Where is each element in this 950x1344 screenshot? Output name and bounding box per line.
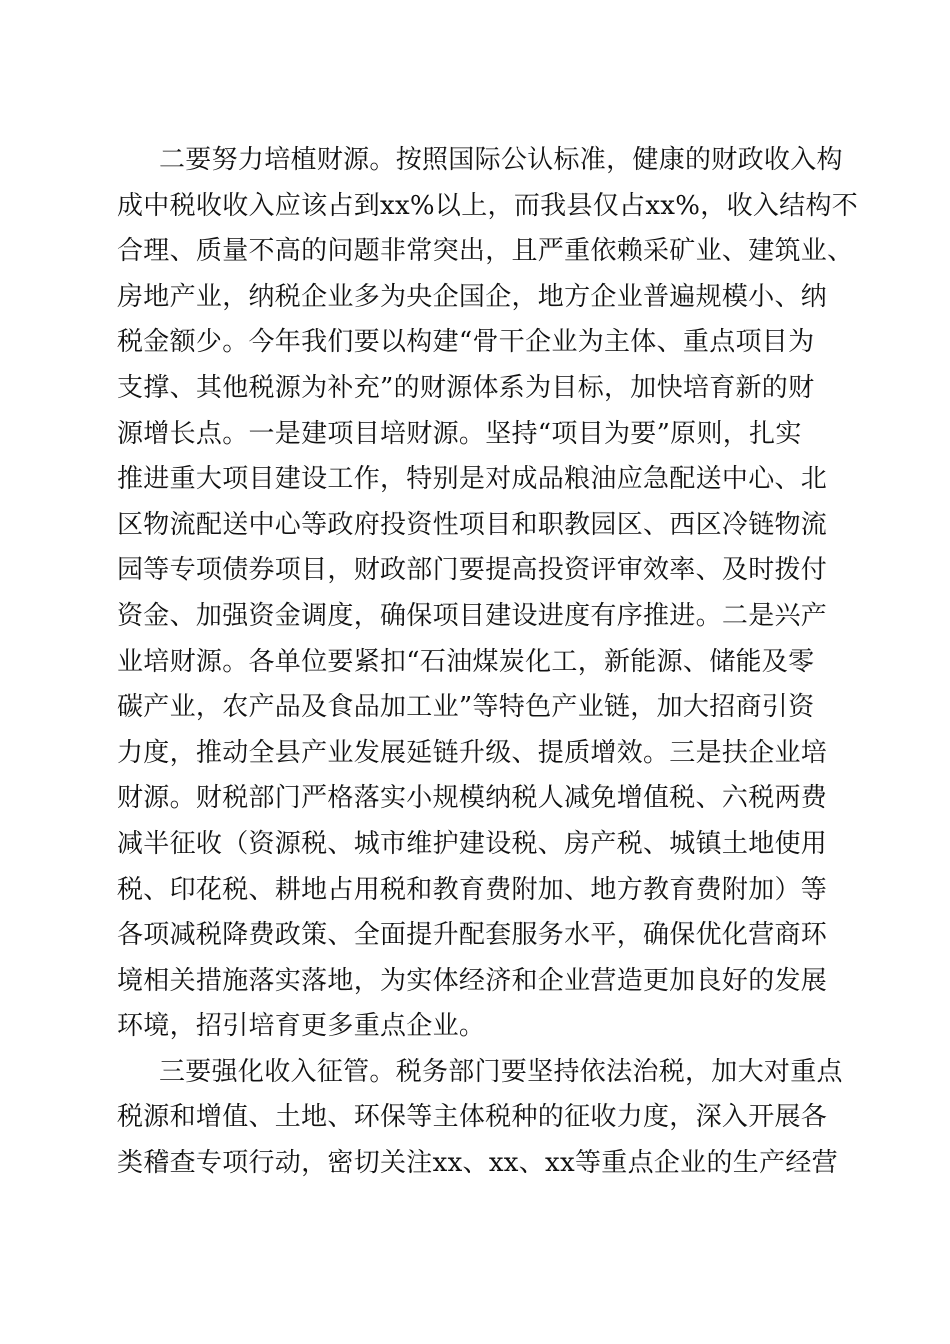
paragraph-2-line-5: 税金额少。今年我们要以构建“骨干企业为主体、重点项目为 [117,327,815,358]
paragraph-2-line-18: 各项减税降费政策、全面提升配套服务水平，确保优化营商环 [117,920,828,951]
paragraph-2-line-3: 合理、质量不高的问题非常突出，且严重依赖采矿业、建筑业、 [117,236,854,267]
paragraph-3-line-2: 税源和增值、土地、环保等主体税种的征收力度，深入开展各 [117,1102,828,1133]
paragraph-2-line-6: 支撑、其他税源为补充”的财源体系为目标，加快培育新的财 [117,372,815,403]
paragraph-2-line-20: 环境，招引培育更多重点企业。 [117,1011,486,1042]
paragraph-2-line-8: 推进重大项目建设工作，特别是对成品粮油应急配送中心、北 [117,464,828,495]
paragraph-2-line-10: 园等专项债券项目，财政部门要提高投资评审效率、及时拨付 [117,555,828,586]
paragraph-3-line-3: 类稽查专项行动，密切关注xx、xx、xx等重点企业的生产经营 [117,1148,838,1179]
paragraph-2-line-11: 资金、加强资金调度，确保项目建设进度有序推进。二是兴产 [117,600,828,631]
paragraph-2-line-15: 财源。财税部门严格落实小规模纳税人减免增值税、六税两费 [117,783,828,814]
body-text [117,138,859,1187]
paragraph-2-line-9: 区物流配送中心等政府投资性项目和职教园区、西区冷链物流 [117,509,828,540]
paragraph-2-line-1: 二要努力培植财源。按照国际公认标准，健康的财政收入构 [159,145,843,175]
paragraph-2-line-13: 碳产业，农产品及食品加工业”等特色产业链，加大招商引资 [117,692,815,723]
paragraph-2-line-12: 业培财源。各单位要紧扣“石油煤炭化工，新能源、储能及零 [117,646,815,677]
paragraph-2-line-2: 成中税收收入应该占到xx%以上，而我县仅占xx%，收入结构不 [117,190,859,221]
paragraph-2-line-17: 税、印花税、耕地占用税和教育费附加、地方教育费附加）等 [117,874,828,905]
paragraph-2-line-14: 力度，推动全县产业发展延链升级、提质增效。三是扶企业培 [117,737,828,768]
paragraph-2-line-16: 减半征收（资源税、城市维护建设税、房产税、城镇土地使用 [117,828,828,859]
paragraph-2-line-7: 源增长点。一是建项目培财源。坚持“项目为要”原则，扎实 [117,418,802,449]
paragraph-2-line-4: 房地产业，纳税企业多为央企国企，地方企业普遍规模小、纳 [117,281,828,312]
paragraph-3-line-1: 三要强化收入征管。税务部门要坚持依法治税，加大对重点 [159,1056,843,1087]
paragraph-2-line-19: 境相关措施落实落地，为实体经济和企业营造更加良好的发展 [117,965,828,996]
